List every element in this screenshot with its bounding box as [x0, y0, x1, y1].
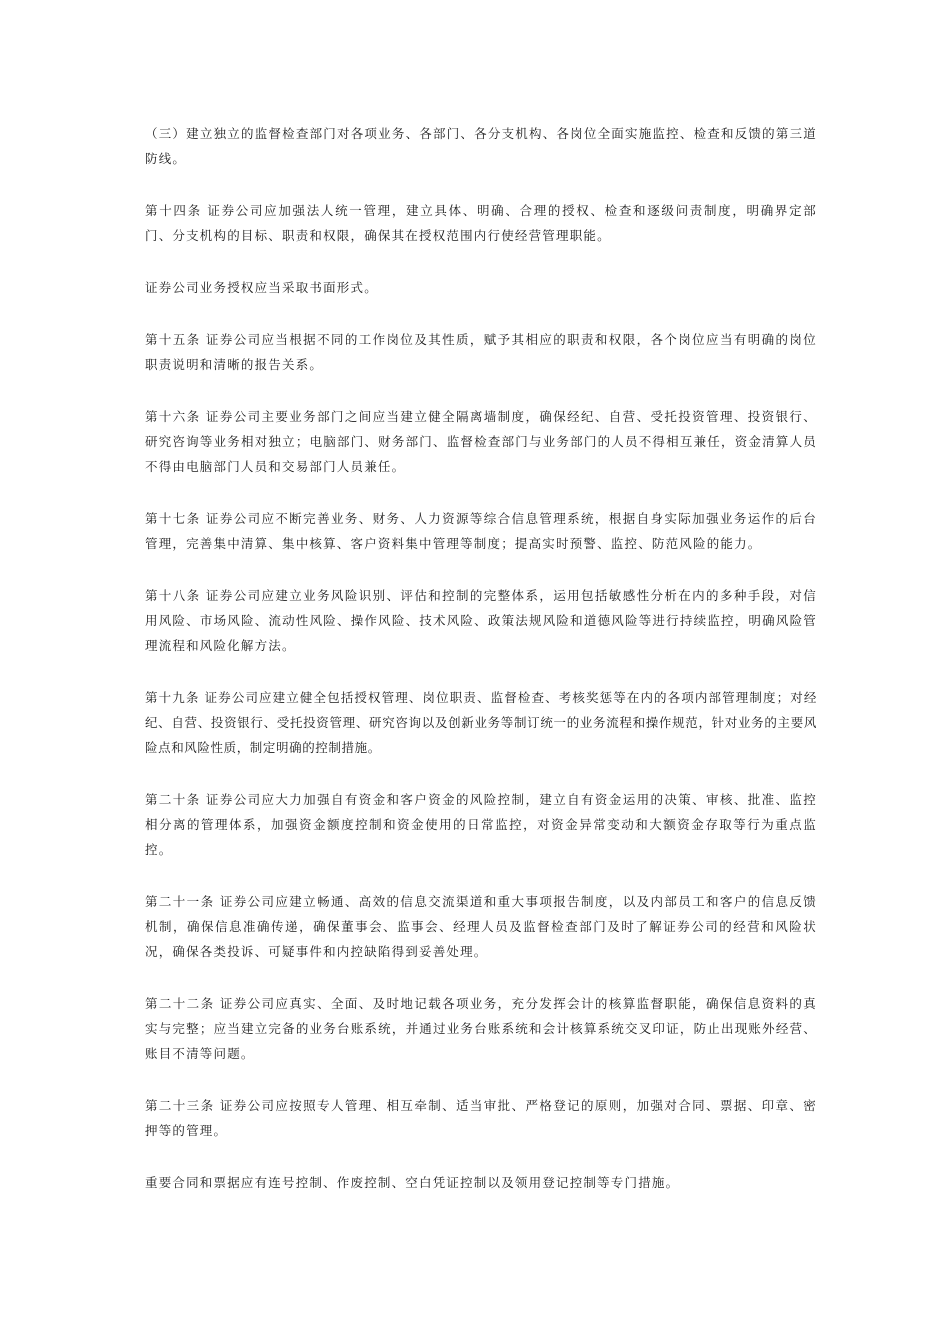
paragraph-article-20: 第二十条 证券公司应大力加强自有资金和客户资金的风险控制，建立自有资金运用的决策、审核、批准、监控相分离的管理体系，加强资金额度控制和资金使用的日常监控，对资金异常变动和大额资金存取等行为重点监控。 — [145, 792, 817, 857]
document-body — [145, 121, 817, 1222]
paragraph-article-16: 第十六条 证券公司主要业务部门之间应当建立健全隔离墙制度，确保经纪、自营、受托投资管理、投资银行、研究咨询等业务相对独立；电脑部门、财务部门、监督检查部门与业务部门的人员不得相互兼任，资金清算人员不得由电脑部门人员和交易部门人员兼任。 — [145, 409, 817, 474]
paragraph-article-21: 第二十一条 证券公司应建立畅通、高效的信息交流渠道和重大事项报告制度，以及内部员工和客户的信息反馈机制，确保信息准确传递，确保董事会、监事会、经理人员及监督检查部门及时了解证券公司的经营和风险状况，确保各类投诉、可疑事件和内控缺陷得到妥善处理。 — [145, 894, 817, 959]
paragraph-article-22: 第二十二条 证券公司应真实、全面、及时地记载各项业务，充分发挥会计的核算监督职能，确保信息资料的真实与完整；应当建立完备的业务台账系统，并通过业务台账系统和会计核算系统交叉印证，防止出现账外经营、账目不清等问题。 — [145, 996, 817, 1061]
paragraph-article-15: 第十五条 证券公司应当根据不同的工作岗位及其性质，赋予其相应的职责和权限，各个岗位应当有明确的岗位职责说明和清晰的报告关系。 — [145, 332, 817, 372]
paragraph-article-23: 第二十三条 证券公司应按照专人管理、相互牵制、适当审批、严格登记的原则，加强对合同、票据、印章、密押等的管理。 — [145, 1098, 817, 1138]
paragraph-article-17: 第十七条 证券公司应不断完善业务、财务、人力资源等综合信息管理系统，根据自身实际加强业务运作的后台管理，完善集中清算、集中核算、客户资料集中管理等制度；提高实时预警、监控、防范风险的能力。 — [145, 511, 817, 551]
paragraph-article-18: 第十八条 证券公司应建立业务风险识别、评估和控制的完整体系，运用包括敏感性分析在内的多种手段，对信用风险、市场风险、流动性风险、操作风险、技术风险、政策法规风险和道德风险等进行持续监控，明确风险管理流程和风险化解方法。 — [145, 588, 817, 653]
paragraph-written-authorization: 证券公司业务授权应当采取书面形式。 — [145, 280, 378, 295]
paragraph-contract-controls: 重要合同和票据应有连号控制、作废控制、空白凭证控制以及领用登记控制等专门措施。 — [145, 1175, 680, 1190]
paragraph-article-14: 第十四条 证券公司应加强法人统一管理，建立具体、明确、合理的授权、检查和逐级问责制度，明确界定部门、分支机构的目标、职责和权限，确保其在授权范围内行使经营管理职能。 — [145, 203, 817, 243]
paragraph-article-19: 第十九条 证券公司应建立健全包括授权管理、岗位职责、监督检查、考核奖惩等在内的各项内部管理制度；对经纪、自营、投资银行、受托投资管理、研究咨询以及创新业务等制订统一的业务流程和操作规范，针对业务的主要风险点和风险性质，制定明确的控制措施。 — [145, 690, 817, 755]
paragraph-third-defense-line: （三）建立独立的监督检查部门对各项业务、各部门、各分支机构、各岗位全面实施监控、检查和反馈的第三道防线。 — [145, 126, 817, 166]
